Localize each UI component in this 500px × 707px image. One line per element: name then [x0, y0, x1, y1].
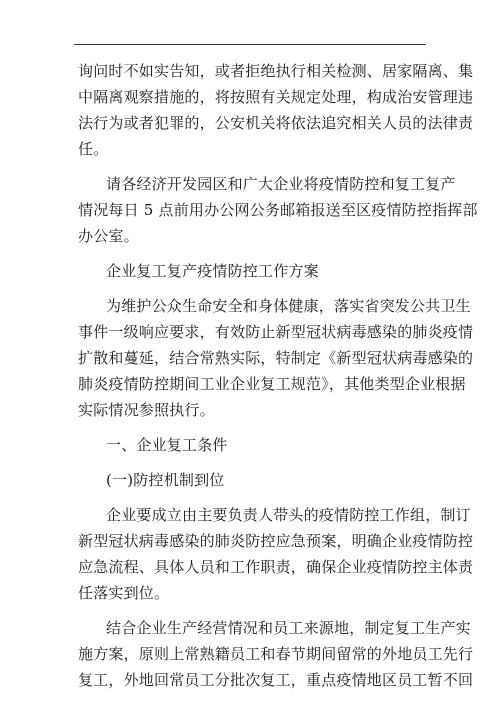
text-line: 企业复工复产疫情防控工作方案	[106, 262, 319, 280]
text-line: 法行为或者犯罪的，公安机关将依法追究相关人员的法律责	[78, 114, 474, 132]
paragraph	[78, 467, 426, 493]
text-line: 扩散和蔓延，结合常熟实际，特制定《新型冠状病毒感染的	[78, 349, 474, 367]
text-line: 一、企业复工条件	[106, 436, 228, 454]
text-line: 办公室。	[78, 227, 139, 245]
text-line: 任落实到位。	[78, 584, 170, 602]
text-line: 新型冠状病毒感染的肺炎防控应急预案，明确企业疫情防控	[78, 532, 474, 550]
text-line: 请各经济开发园区和广大企业将疫情防控和复工复产	[106, 175, 456, 193]
text-line: 企业要成立由主要负责人带头的疫情防控工作组，制订	[106, 506, 471, 524]
text-line: 肺炎疫情防控期间工业企业复工规范》，其他类型企业根据	[78, 375, 466, 393]
text-line: 实际情况参照执行。	[78, 401, 215, 419]
text-line: (一)防控机制到位	[106, 471, 225, 489]
text-line: 任。	[78, 140, 109, 158]
paragraph	[78, 58, 474, 162]
paragraph	[78, 258, 426, 284]
paragraph	[78, 293, 474, 423]
text-line: 中隔离观察措施的，将按照有关规定处理，构成治安管理违	[78, 88, 474, 106]
paragraph	[78, 615, 474, 693]
header-rule	[74, 44, 426, 45]
text-line: 为维护公众生命安全和身体健康，落实省突发公共卫生	[106, 297, 471, 315]
document-body	[78, 58, 478, 693]
text-line: 应急流程、具体人员和工作职责，确保企业疫情防控主体责	[78, 558, 474, 576]
text-line: 询问时不如实告知，或者拒绝执行相关检测、居家隔离、集	[78, 62, 474, 80]
text-line: 复工，外地回常员工分批次复工，重点疫情地区员工暂不回	[78, 671, 474, 689]
paragraph	[78, 502, 474, 606]
text-line: 结合企业生产经营情况和员工来源地，制定复工生产实	[106, 619, 471, 637]
text-line: 情况每日 5 点前用办公网公务邮箱报送至区疫情防控指挥部	[78, 201, 478, 219]
text-line: 施方案，原则上常熟籍员工和春节期间留常的外地员工先行	[78, 645, 474, 663]
paragraph	[78, 171, 478, 249]
paragraph	[78, 432, 426, 458]
text-line: 事件一级响应要求，有效防止新型冠状病毒感染的肺炎疫情	[78, 323, 474, 341]
